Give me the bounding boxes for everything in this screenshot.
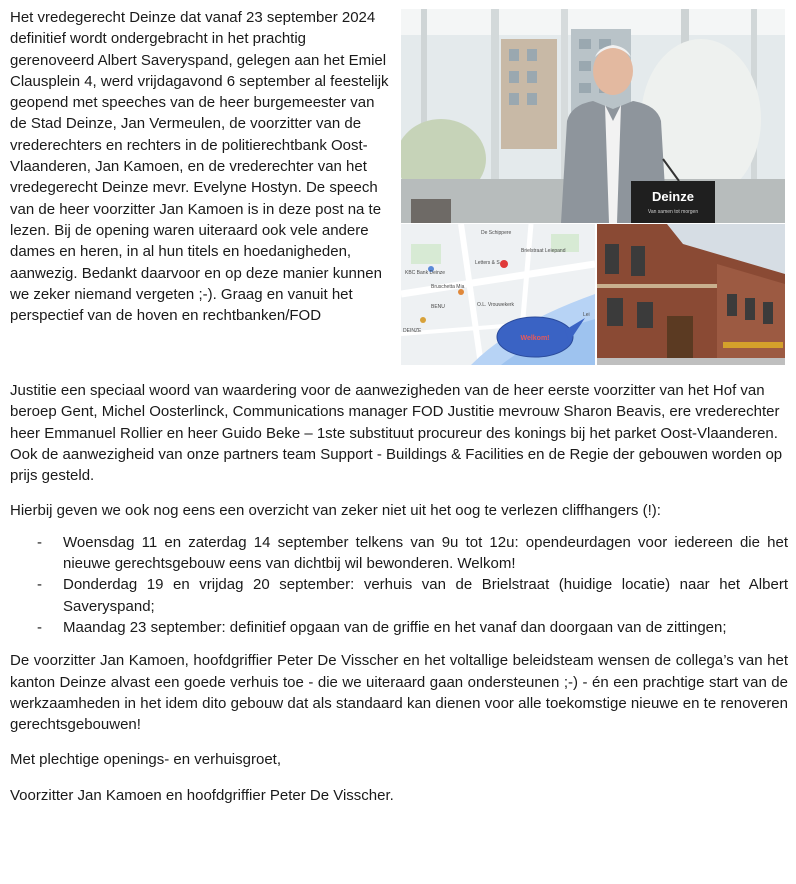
overview-intro: Hierbij geven we ook nog eens een overzicht van zeker niet uit het oog te verlezen cliffhangers (!): [10, 502, 661, 520]
map-label: Brielstraat Leiepand [521, 248, 566, 254]
map-illustration [401, 224, 595, 365]
intro-paragraph [10, 7, 392, 326]
map-label: DEINZE [403, 328, 422, 334]
list-item: - Woensdag 11 en zaterdag 14 september telkens van 9u tot 12u: opendeurdagen voor iedereen die het nieuwe gerechtsgebouw eens van dichtbij wil bewonderen. Welkom! [10, 532, 788, 575]
podium-tagline: Van samen tot morgen [647, 209, 699, 215]
map-label: Lei [583, 312, 590, 318]
list-item: - Maandag 23 september: definitief opgaan van de griffie en het vanaf dan doorgaan van de zittingen; [10, 617, 788, 638]
map-label: Bruschetta Mia [431, 284, 465, 290]
map-label: BENU [431, 304, 445, 310]
map-label: De Schippere [481, 230, 512, 236]
speaker-photo-illustration [401, 9, 785, 223]
list-item: - Donderdag 19 en vrijdag 20 september: verhuis van de Brielstraat (huidige locatie) naar het Albert Saveryspand; [10, 574, 788, 617]
cliffhanger-list [10, 532, 788, 638]
intro-text: Het vredegerecht Deinze dat vanaf 23 september 2024 definitief wordt ondergebracht in het prachtig gerenoveerd Albert Saveryspand, gelegen aan het Emiel Clausplein 4, werd vrijdagavond 6 september al feestelijk geopend met speeches van de heer burgemeester van de Stad Deinze, Jan Vermeulen, de voorzitter van de vrederechters en rechters in de politierechtbank Oost-Vlaanderen, Jan Kamoen, en de vrederechter van het vredegerecht Deinze mevr. Evelyne Hostyn. De speech van de heer voorzitter Jan Kamoen is in deze post na te lezen. Bij de opening waren uiteraard ook vele andere dames en heren, in al hun titels en hoedanigheden, aanwezig. Bedankt daarvoor en op deze manier kunnen we zeker niemand vergeten ;-). Graag en vanuit het perspectief van de hoven en rechtbanken/FOD [10, 9, 389, 325]
intro-continuation: Justitie een speciaal woord van waardering voor de aanwezigheden van de heer eerste voorzitter van het Hof van beroep Gent, Michel Oosterlinck, Communications manager FOD Justitie mevrouw Sharon Beavis, ere vrederechter heer Emmanuel Rollier en heer Guido Beke – 1ste substituut procureur des konings bij het parket Oost-Vlaanderen. Ook de aanwezigheid van onze partners team Support - Buildings & Facilities en de Regie der gebouwen worden op prijs gesteld. [10, 382, 783, 485]
map-image [401, 224, 595, 365]
map-label: O.L. Vrouwekerk [477, 302, 515, 308]
building-illustration [597, 224, 785, 365]
building-photo [597, 224, 785, 365]
speaker-photo [401, 9, 785, 223]
map-label: KBC Bank Deinze [405, 270, 446, 276]
podium-logo: Deinze [652, 189, 694, 204]
greeting: Met plechtige openings- en verhuisgroet, [10, 751, 281, 769]
signature: Voorzitter Jan Kamoen en hoofdgriffier Peter De Visscher. [10, 786, 394, 804]
map-welcome-bubble: Welkom! [520, 335, 550, 342]
article-body [10, 380, 788, 806]
closing-paragraph: De voorzitter Jan Kamoen, hoofdgriffier Peter De Visscher en het voltallige beleidsteam wensen de collega’s van het kanton Deinze alvast een goede verhuis toe - die we uiteraard gaan ondersteunen ;-) - én een prachtige start van de werkzaamheden in het idem dito gebouw dat als standaard kan dienen voor alle toekomstige nieuwe en te renoveren gerechtsgebouwen! [10, 652, 788, 734]
map-label: Letters & S [475, 260, 500, 266]
